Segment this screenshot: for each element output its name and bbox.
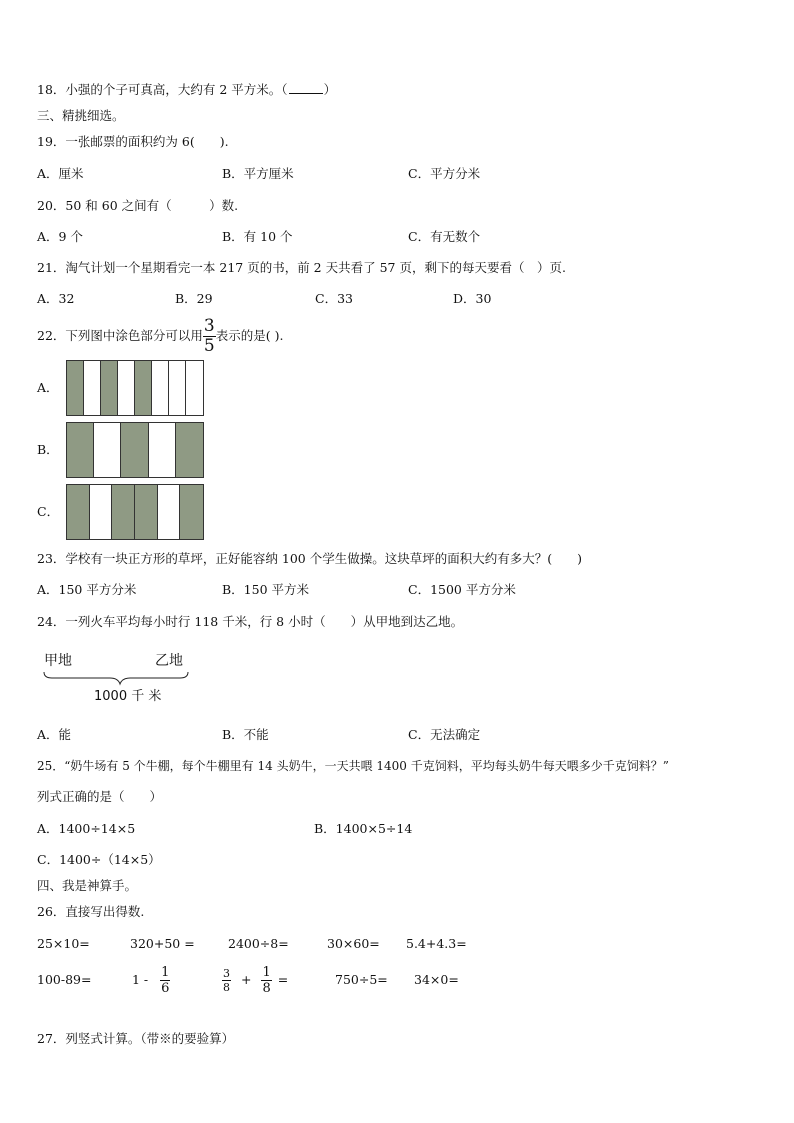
q22-figure-c[interactable]: [66, 484, 204, 540]
calc-item: 30×60=: [327, 936, 380, 951]
unshaded-segment: [158, 485, 181, 539]
q21-option-b[interactable]: B．29: [175, 291, 213, 306]
shaded-segment: [112, 485, 135, 539]
calc-item: 100-89=: [37, 972, 92, 987]
distance-diagram: [40, 650, 200, 710]
unshaded-segment: [94, 423, 121, 477]
question-27-stem: 27．列竖式计算。（带※的要验算）: [37, 1031, 235, 1046]
q20-option-b[interactable]: B．有 10 个: [222, 229, 293, 244]
unshaded-segment: [169, 361, 186, 415]
q19-option-c[interactable]: C．平方分米: [408, 166, 481, 181]
answer-blank[interactable]: [289, 82, 323, 94]
question-22-stem: [37, 316, 283, 356]
shaded-segment: [67, 485, 90, 539]
brace: [40, 670, 200, 688]
question-23-stem: 23．学校有一块正方形的草坪，正好能容纳 100 个学生做操。这块草坪的面积大约有多大？( ): [37, 551, 582, 566]
q21-option-d[interactable]: D．30: [453, 291, 492, 306]
calc-item: 25×10=: [37, 936, 90, 951]
calc-item: 2400÷8=: [228, 936, 289, 951]
q22-figure-b[interactable]: [66, 422, 204, 478]
question-21-stem: 21．淘气计划一个星期看完一本 217 页的书，前 2 天共看了 57 页，剩下的每天要看（ ）页.: [37, 260, 566, 275]
q24-option-a[interactable]: A．能: [37, 727, 72, 742]
shaded-segment: [67, 361, 84, 415]
unshaded-segment: [152, 361, 169, 415]
fraction-three-eighths: $\frac{3}{8}$: [223, 967, 230, 994]
shaded-segment: [101, 361, 118, 415]
shaded-segment: [67, 423, 94, 477]
unshaded-segment: [118, 361, 135, 415]
q22-option-b[interactable]: B．: [37, 442, 59, 457]
q22-option-a[interactable]: A．: [37, 380, 59, 395]
question-20-stem: 20．50 和 60 之间有（ ）数.: [37, 198, 239, 213]
calc-item-fraction-subtract: 1 - $\frac{1}{6}$: [132, 965, 170, 996]
unshaded-segment: [149, 423, 176, 477]
q24-option-c[interactable]: C．无法确定: [408, 727, 481, 742]
calc-item: 34×0=: [414, 972, 459, 987]
end-point-label: 乙地: [155, 653, 183, 669]
fraction-three-fifths: $\frac{3}{5}$: [203, 316, 215, 356]
q20-option-a[interactable]: A．9 个: [37, 229, 83, 244]
q22-option-c[interactable]: C．: [37, 504, 60, 519]
question-26-stem: 26．直接写出得数.: [37, 904, 145, 919]
question-24-stem: 24．一列火车平均每小时行 118 千米，行 8 小时（ ）从甲地到达乙地。: [37, 614, 464, 629]
question-25-stem-2: 列式正确的是（ ）: [37, 789, 163, 804]
calc-item: 320+50 =: [130, 936, 195, 951]
distance-label: 1000 千 米: [94, 689, 162, 704]
q21-option-c[interactable]: C．33: [315, 291, 353, 306]
q23-option-c[interactable]: C．1500 平方分米: [408, 582, 516, 597]
question-19-stem: 19．一张邮票的面积约为 6( ).: [37, 134, 229, 149]
fraction-one-sixth: $\frac{1}{6}$: [161, 965, 170, 996]
q22-figure-a[interactable]: [66, 360, 204, 416]
q24-option-b[interactable]: B．不能: [222, 727, 269, 742]
start-point-label: 甲地: [44, 653, 72, 669]
shaded-segment: [135, 361, 152, 415]
q25-option-a[interactable]: A．1400÷14×5: [37, 821, 136, 836]
unshaded-segment: [90, 485, 113, 539]
shaded-segment: [135, 485, 158, 539]
unshaded-segment: [84, 361, 101, 415]
shaded-segment: [176, 423, 203, 477]
q19-option-b[interactable]: B．平方厘米: [222, 166, 294, 181]
q19-option-a[interactable]: A．厘米: [37, 166, 84, 181]
question-22-stem-before: 22．下列图中涂色部分可以用: [37, 328, 203, 343]
section-3-heading: 三、精挑细选。: [37, 108, 125, 123]
q25-option-c[interactable]: C．1400÷（14×5）: [37, 852, 161, 867]
calc-item: 750÷5=: [335, 972, 388, 987]
fraction-one-eighth: $\frac{1}{8}$: [262, 965, 271, 996]
question-18-end: ）: [323, 82, 337, 97]
q23-option-a[interactable]: A．150 平方分米: [37, 582, 137, 597]
calc-item-fraction-add: $\frac{3}{8}$ + $\frac{1}{8}$ =: [223, 965, 289, 996]
q21-option-a[interactable]: A．32: [37, 291, 75, 306]
calc-item: 5.4+4.3=: [406, 936, 467, 951]
shaded-segment: [121, 423, 148, 477]
question-22-stem-after: 表示的是( ).: [215, 328, 284, 343]
shaded-segment: [180, 485, 203, 539]
unshaded-segment: [186, 361, 203, 415]
q20-option-c[interactable]: C．有无数个: [408, 229, 481, 244]
q23-option-b[interactable]: B．150 平方米: [222, 582, 310, 597]
question-25-stem: 25．“奶牛场有 5 个牛棚，每个牛棚里有 14 头奶牛，一天共喂 1400 千克饲料，平均每头奶牛每天喂多少千克饲料？”: [37, 759, 669, 773]
question-18-text: 18．小强的个子可真高，大约有 2 平方米。（: [37, 82, 288, 97]
section-4-heading: 四、我是神算手。: [37, 878, 138, 893]
q25-option-b[interactable]: B．1400×5÷14: [314, 821, 413, 836]
question-18: [37, 82, 336, 98]
